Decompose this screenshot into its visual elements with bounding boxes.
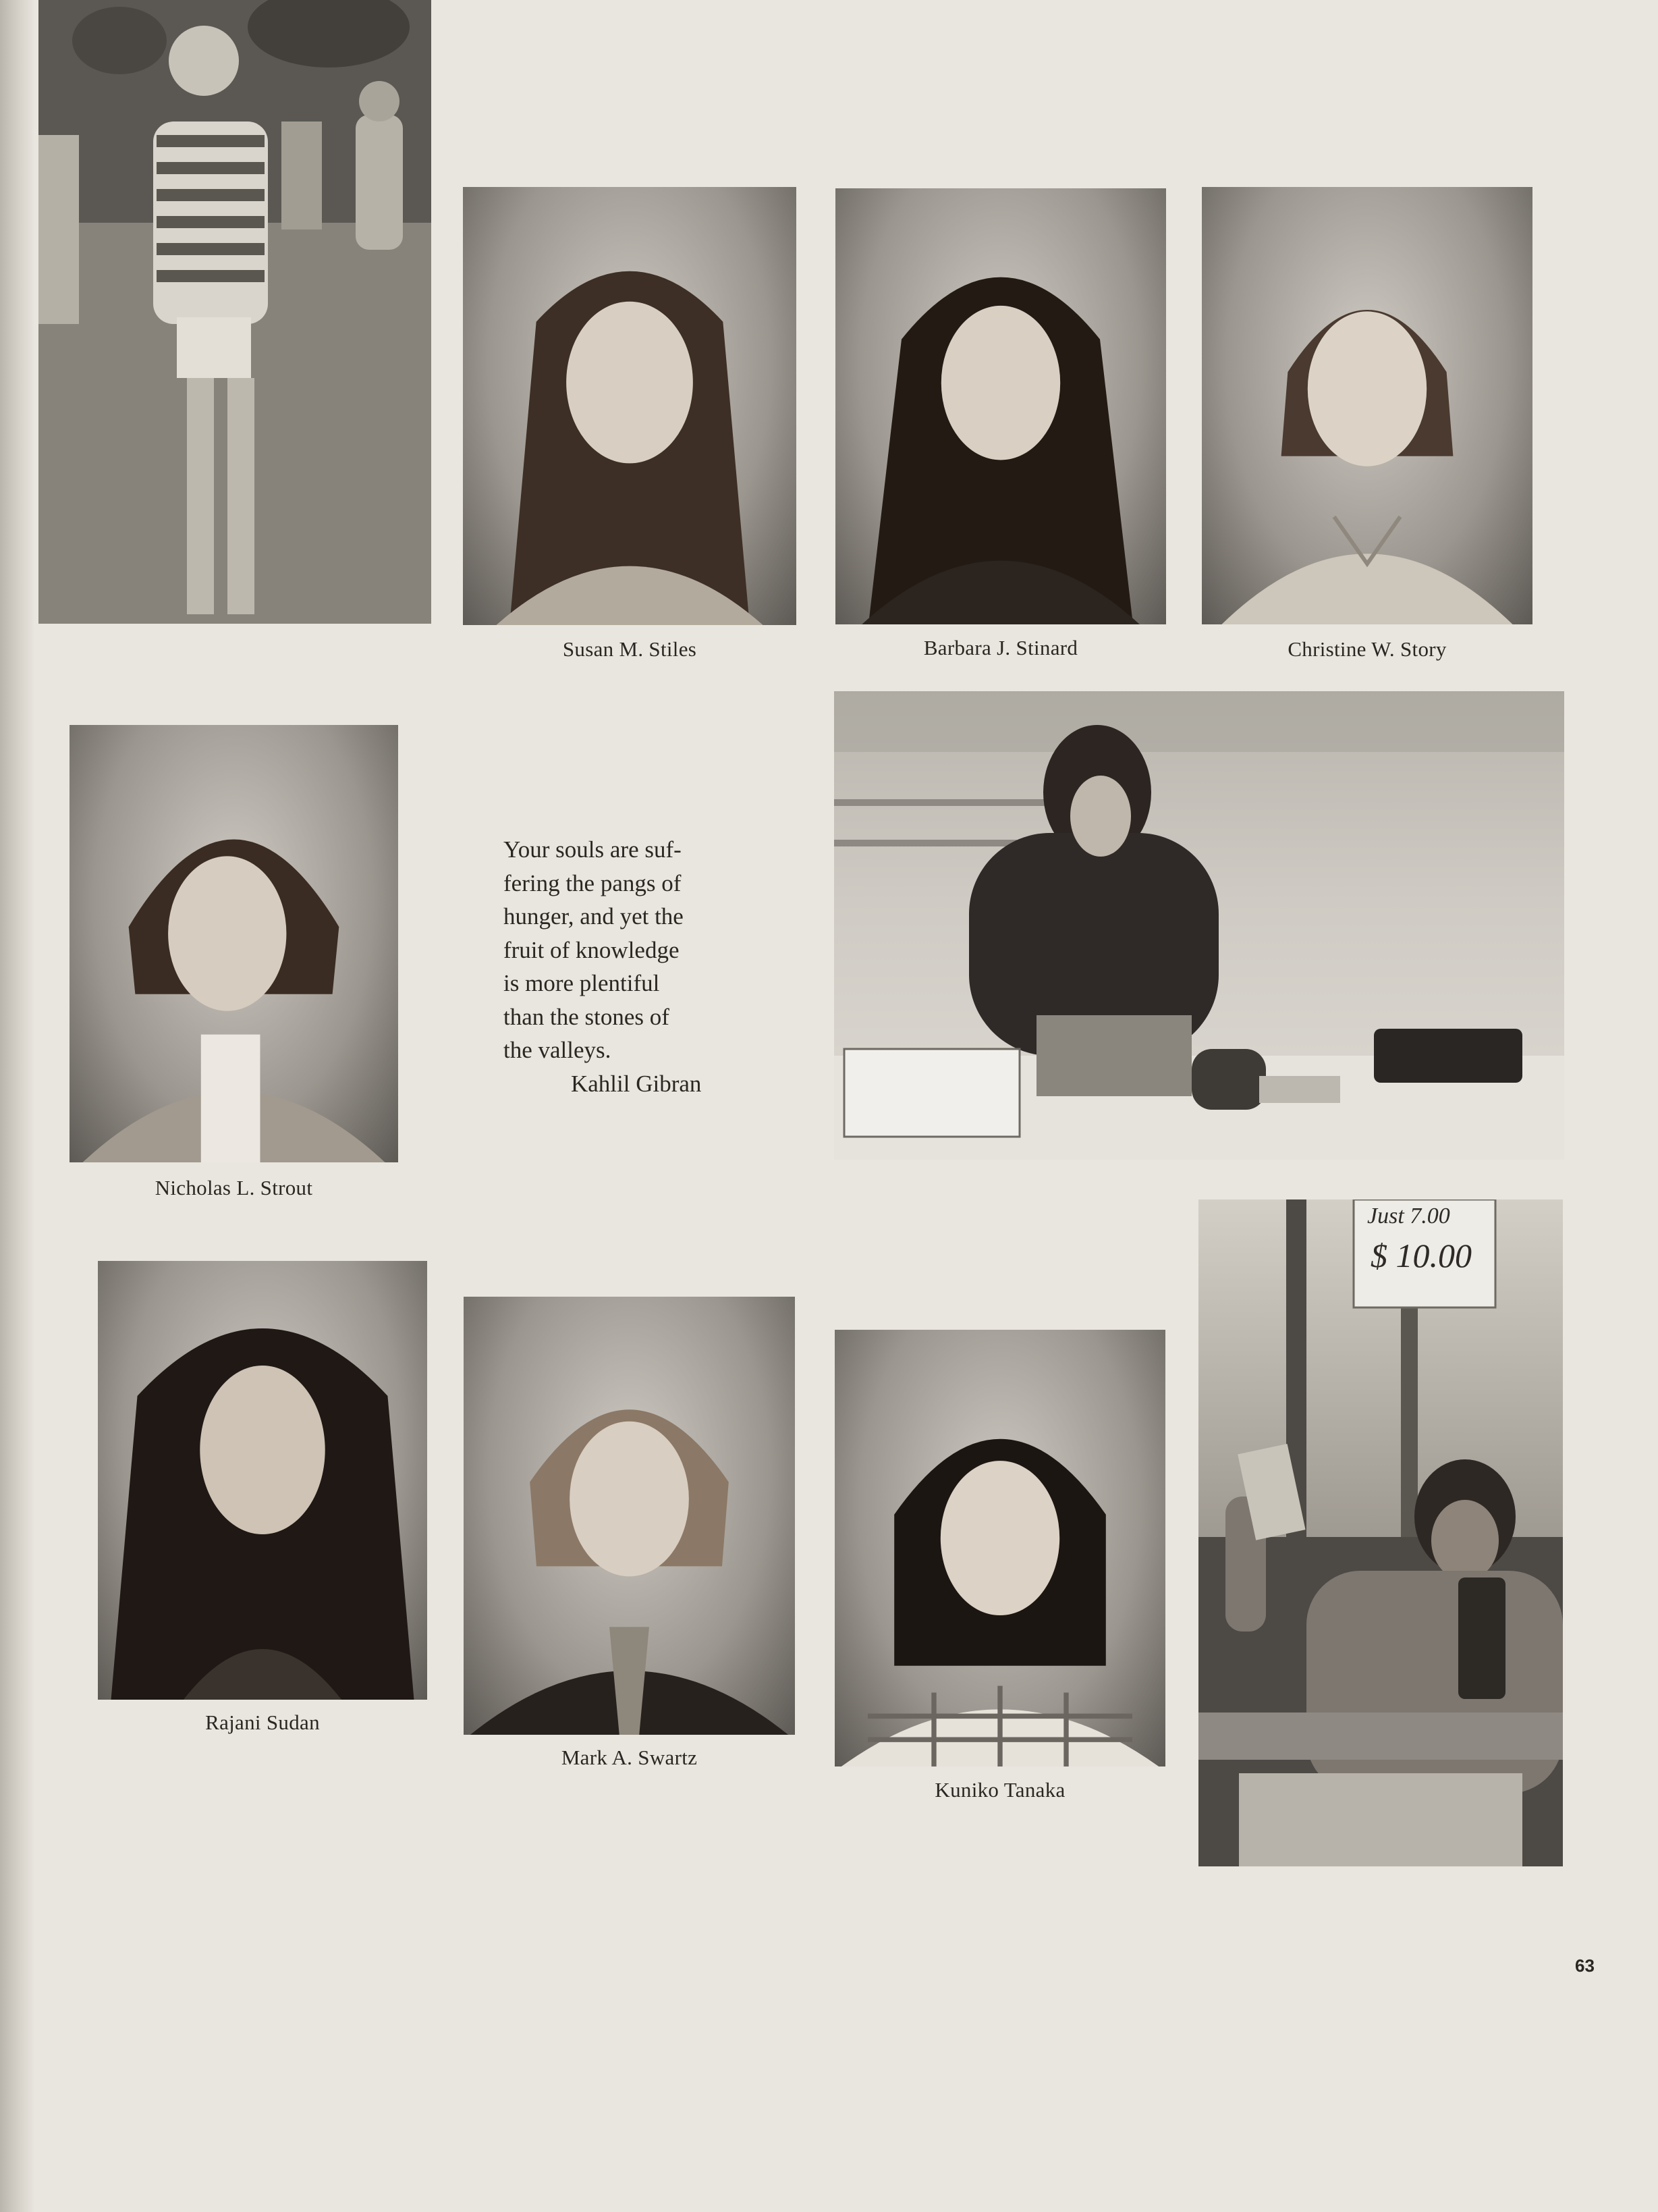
candid-photo-field [38,0,431,624]
portrait-caption: Nicholas L. Strout [155,1176,313,1199]
portrait-photo [463,187,796,625]
book-spine-shadow [0,0,35,2212]
portrait-photo [70,725,398,1162]
portrait-caption: Mark A. Swartz [561,1746,698,1769]
candid-photo-sale [1198,1199,1563,1866]
quote-line: fering the pangs of [503,869,682,896]
page-number: 63 [1575,1955,1595,1976]
portrait-photo [835,188,1166,624]
sale-sign-line1: Just 7.00 [1367,1204,1450,1229]
quote-author: Kahlil Gibran [571,1070,702,1097]
portrait-photo [1202,187,1532,624]
quote-line: hunger, and yet the [503,903,684,929]
candid-photo-desk [834,691,1564,1160]
quote-line: the valleys. [503,1037,611,1063]
quote-line: than the stones of [503,1003,669,1030]
portrait-photo [464,1297,795,1735]
portrait-caption: Kuniko Tanaka [935,1778,1066,1802]
portrait-caption: Susan M. Stiles [562,637,697,661]
portrait-photo [98,1261,427,1700]
quote-line: fruit of knowledge [503,936,680,963]
portrait-photo [835,1330,1165,1766]
portrait-caption: Rajani Sudan [205,1710,320,1734]
gibran-quote [503,833,733,1100]
portrait-caption: Barbara J. Stinard [923,636,1078,659]
quote-line: is more plentiful [503,970,660,996]
portrait-caption: Christine W. Story [1288,637,1447,661]
sale-sign-line2: $ 10.00 [1371,1237,1472,1274]
quote-line: Your souls are suf- [503,836,682,863]
